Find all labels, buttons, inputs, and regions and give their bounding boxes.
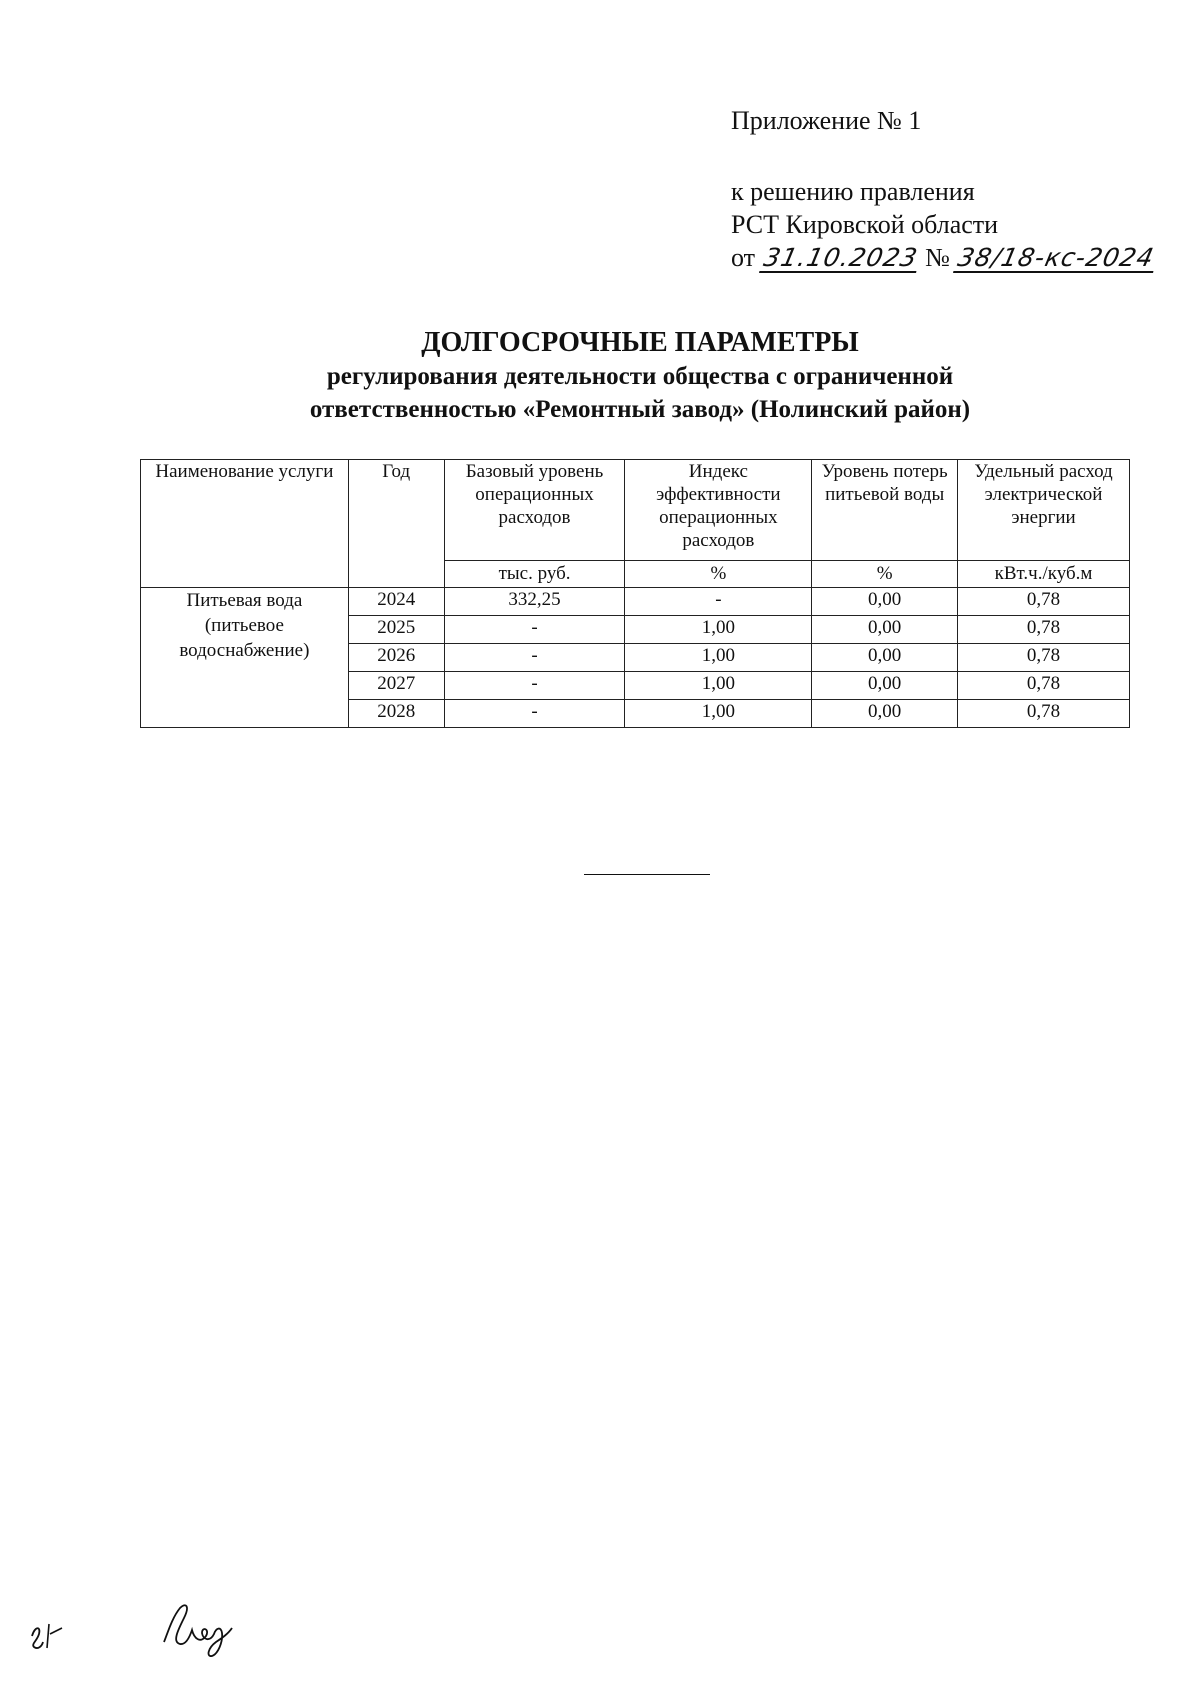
decision-date: 31.10.2023 bbox=[759, 245, 922, 273]
header-energy: Удельный расход электрической энергии bbox=[958, 460, 1130, 561]
table-row bbox=[141, 588, 1130, 616]
parameters-table bbox=[140, 459, 1130, 728]
end-divider bbox=[584, 874, 710, 875]
appendix-line2: РСТ Кировской области bbox=[731, 210, 999, 239]
cell-losses: 0,00 bbox=[812, 672, 958, 700]
unit-losses: % bbox=[812, 561, 958, 588]
cell-energy: 0,78 bbox=[958, 644, 1130, 672]
date-prefix: от bbox=[731, 243, 756, 272]
document-title: ДОЛГОСРОЧНЫЕ ПАРАМЕТРЫ bbox=[421, 327, 859, 358]
cell-year: 2024 bbox=[348, 588, 444, 616]
service-name: Питьевая вода (питьевое водоснабжение) bbox=[141, 588, 349, 728]
cell-base-level: 332,25 bbox=[444, 588, 625, 616]
unit-energy: кВт.ч./куб.м bbox=[958, 561, 1130, 588]
cell-year: 2025 bbox=[348, 616, 444, 644]
header-efficiency: Индекс эффективности операционных расходов bbox=[625, 460, 812, 561]
appendix-date-line bbox=[731, 241, 1156, 274]
cell-base-level: - bbox=[444, 644, 625, 672]
table-header-row bbox=[141, 460, 1130, 561]
cell-base-level: - bbox=[444, 672, 625, 700]
cell-energy: 0,78 bbox=[958, 588, 1130, 616]
cell-base-level: - bbox=[444, 616, 625, 644]
cell-losses: 0,00 bbox=[812, 644, 958, 672]
unit-base-level: тыс. руб. bbox=[444, 561, 625, 588]
cell-year: 2028 bbox=[348, 700, 444, 728]
cell-efficiency: 1,00 bbox=[625, 644, 812, 672]
header-base-level: Базовый уровень операционных расходов bbox=[444, 460, 625, 561]
initials-mark bbox=[26, 1606, 76, 1666]
appendix-title: Приложение № 1 bbox=[731, 106, 922, 135]
cell-efficiency: - bbox=[625, 588, 812, 616]
unit-efficiency: % bbox=[625, 561, 812, 588]
document-title-block bbox=[130, 326, 1150, 426]
cell-year: 2026 bbox=[348, 644, 444, 672]
document-subtitle-line2: ответственностью «Ремонтный завод» (Нолинский район) bbox=[309, 396, 971, 423]
header-service: Наименование услуги bbox=[141, 460, 349, 588]
cell-losses: 0,00 bbox=[812, 700, 958, 728]
decision-number: 38/18-кс-2024 bbox=[954, 245, 1160, 273]
appendix-line1: к решению правления bbox=[731, 177, 975, 206]
header-losses: Уровень потерь питьевой воды bbox=[812, 460, 958, 561]
cell-losses: 0,00 bbox=[812, 616, 958, 644]
cell-base-level: - bbox=[444, 700, 625, 728]
signature bbox=[158, 1598, 248, 1660]
cell-efficiency: 1,00 bbox=[625, 616, 812, 644]
cell-efficiency: 1,00 bbox=[625, 672, 812, 700]
cell-efficiency: 1,00 bbox=[625, 700, 812, 728]
cell-energy: 0,78 bbox=[958, 700, 1130, 728]
appendix-block bbox=[731, 104, 1156, 274]
cell-losses: 0,00 bbox=[812, 588, 958, 616]
cell-year: 2027 bbox=[348, 672, 444, 700]
document-subtitle-line1: регулирования деятельности общества с ограниченной bbox=[326, 363, 954, 390]
cell-energy: 0,78 bbox=[958, 672, 1130, 700]
header-year: Год bbox=[348, 460, 444, 588]
cell-energy: 0,78 bbox=[958, 616, 1130, 644]
number-prefix: № bbox=[925, 243, 950, 272]
